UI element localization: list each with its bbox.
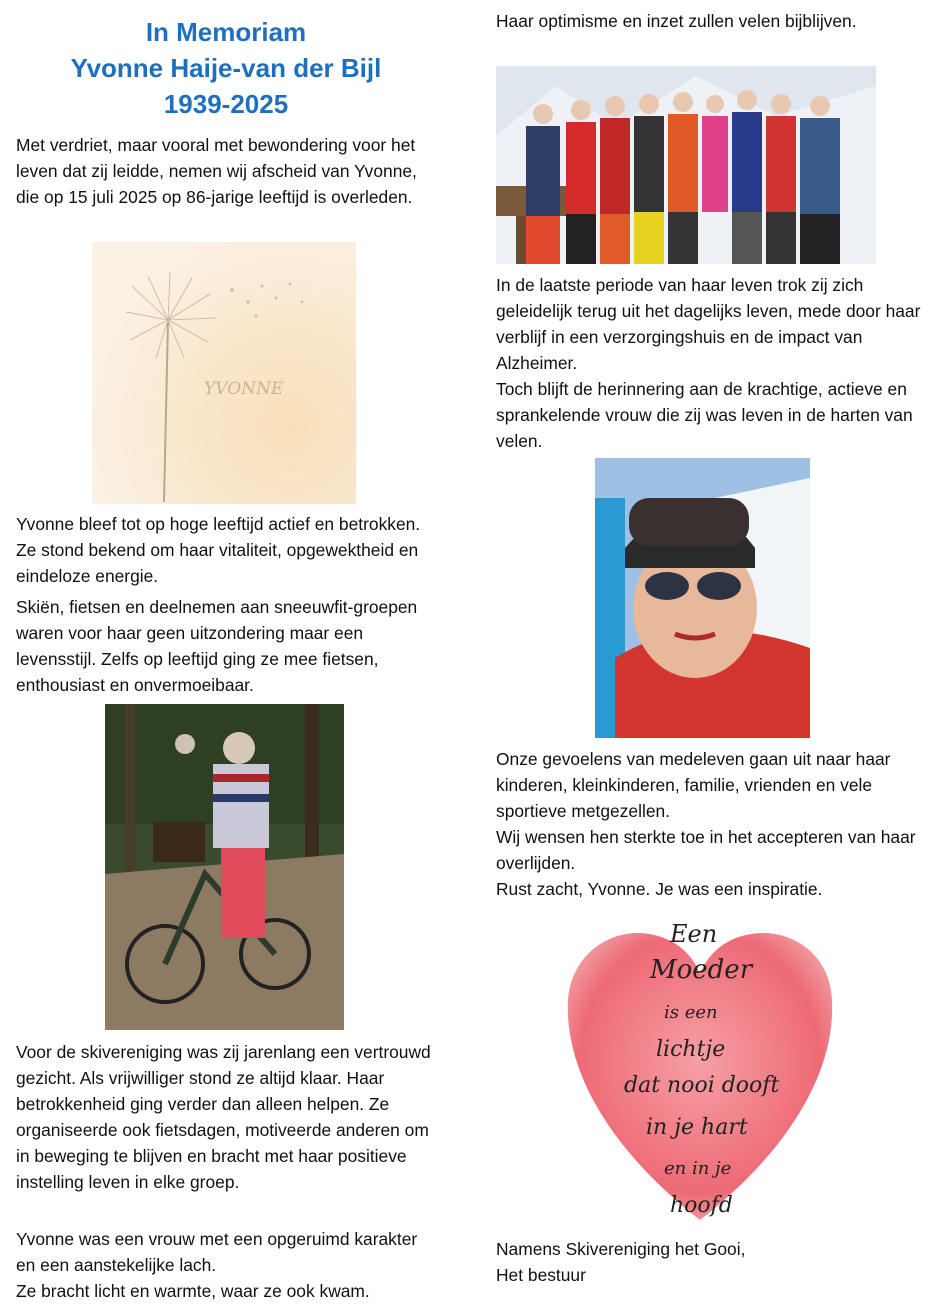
dandelion-card-image xyxy=(92,242,356,504)
poem-line-4: lichtje xyxy=(656,1037,726,1062)
paragraph-last-period: In de laatste periode van haar leven trok zij zich geleidelijk terug uit het dagelijks leven, mede door haar verblijf in een verzorgingshuis en de impact van Alzheimer. xyxy=(496,275,921,373)
poem-line-1: Een xyxy=(670,920,718,948)
paragraph-memory: Toch blijft de herinnering aan de krachtige, actieve en sprankelende vrouw die zij was leven in de harten van velen. xyxy=(496,379,913,451)
paragraph-sports: Skiën, fietsen en deelnemen aan sneeuwfit-groepen waren voor haar geen uitzondering maar een levensstijl. Zelfs op leeftijd ging ze mee fietsen, enthousiast en onvermoeibaar. xyxy=(16,597,418,695)
poem-line-8: hoofd xyxy=(670,1193,733,1218)
title-line-memoriam: In Memoriam xyxy=(145,17,307,47)
poem-line-2: Moeder xyxy=(650,955,753,985)
ski-selfie-illustration xyxy=(595,458,810,738)
heart-illustration xyxy=(560,908,840,1226)
ski-group-photo xyxy=(496,66,876,264)
title-line-years: 1939-2025 xyxy=(163,89,289,119)
intro-paragraph: Met verdriet, maar vooral met bewondering voor het leven dat zij leidde, nemen wij afscheid van Yvonne, die op 15 juli 2025 op 86-jarige leeftijd is overleden. xyxy=(16,135,417,207)
dandelion-illustration xyxy=(92,242,356,504)
dandelion-name-text: YVONNE xyxy=(204,379,284,399)
heart-poem-image xyxy=(560,908,840,1226)
paragraph-warmth: Ze bracht licht en warmte, waar ze ook kwam. xyxy=(16,1281,370,1301)
paragraph-optimism: Haar optimisme en inzet zullen velen bijblijven. xyxy=(496,11,857,31)
poem-line-6: in je hart xyxy=(646,1115,748,1140)
paragraph-sympathy: Onze gevoelens van medeleven gaan uit naar haar kinderen, kleinkinderen, familie, vrienden en vele sportieve metgezellen. xyxy=(496,749,891,821)
ski-group-illustration xyxy=(496,66,876,264)
ski-selfie-photo xyxy=(595,458,810,738)
paragraph-character: Yvonne was een vrouw met een opgeruimd karakter en een aanstekelijke lach. xyxy=(16,1229,418,1275)
paragraph-club: Voor de skivereniging was zij jarenlang een vertrouwd gezicht. Als vrijwilliger stond ze altijd klaar. Haar betrokkenheid ging verder dan alleen helpen. Ze organiseerde ook fietsdagen, motiveerde anderen om in beweging te blijven en bracht met haar positieve instelling leven in elke groep. xyxy=(16,1042,431,1192)
poem-line-5: dat nooi dooft xyxy=(624,1073,780,1098)
signature-board: Het bestuur xyxy=(496,1265,586,1285)
poem-line-7: en in je xyxy=(664,1158,732,1179)
signature-club: Namens Skivereniging het Gooi, xyxy=(496,1239,746,1259)
paragraph-strength: Wij wensen hen sterkte toe in het accepteren van haar overlijden. xyxy=(496,827,916,873)
page-title xyxy=(16,14,436,122)
cycling-photo-illustration xyxy=(105,704,344,1030)
title-line-name: Yvonne Haije-van der Bijl xyxy=(70,53,382,83)
cycling-photo xyxy=(105,704,344,1030)
poem-line-3: is een xyxy=(664,1002,718,1023)
left-column xyxy=(16,0,436,207)
paragraph-rest: Rust zacht, Yvonne. Je was een inspiratie. xyxy=(496,879,823,899)
paragraph-active: Yvonne bleef tot op hoge leeftijd actief en betrokken. Ze stond bekend om haar vitaliteit, opgewektheid en eindeloze energie. xyxy=(16,514,421,586)
